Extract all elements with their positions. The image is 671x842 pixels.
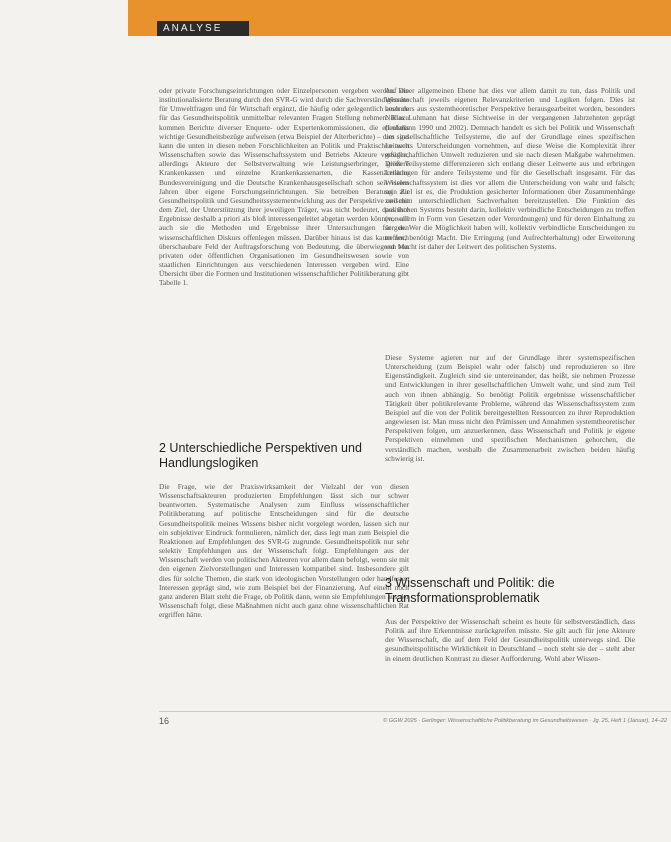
paragraph: Auf einer allgemeinen Ebene hat dies vor allem damit zu tun, dass Politik und Wissenschaft jeweils eigenen Relevanzkriterien und Logiken folgen. Dies ist besonders aus systemtheoretischer Perspektive herausgearbeitet worden, besonders Niklas Luhmann hat diese Sichtweise in der vergangenen Jahrzehnten geprägt (Luhmann 1990 und 2002). Demnach handelt es sich bei Politik und Wissenschaft um gesellschaftliche Teilsysteme, die auf der Grundlage eines spezifischen Leitwerts Unterscheidungen vornehmen, auf diese Weise die Komplexität ihrer gesellschaftlichen Umwelt reduzieren und sie nach diesen Maßgabe wahrnehmen. Diese Teilsysteme differenzieren sich entlang dieser Leitwerte aus und erbringen Leistungen für andere Teilsysteme und für die Gesellschaft insgesamt. Für das Wissenschaftssystem ist dies vor allem die Unterscheidung von wahr und falsch; sein Ziel ist es, die Produktion gesicherter Informationen über Zusammenhänge zwischen unterschiedlichen Sachverhalten bereitzustellen. Die Funktion des politischen Systems besteht darin, kollektiv verbindliche Entscheidungen zu treffen (vor allem in Form von Gesetzen oder Verordnungen) und für deren Einhaltung zu sorgen. Wer die Möglichkeit haben will, kollektiv verbindliche Entscheidungen zu treffen, benötigt Macht. Die Erringung (und Aufrechterhaltung) oder Erweiterung von Macht ist daher der Leitwert des politischen Systems. — [385, 86, 635, 251]
section-label: ANALYSE — [157, 21, 249, 36]
right-column-text-2 — [385, 353, 635, 463]
section-heading-2: 2 Unterschiedliche Perspektiven und Handlungslogiken — [159, 441, 362, 470]
paragraph: oder private Forschungseinrichtungen oder Einzelpersonen vergeben werden. Die institutionalisierte Beratung durch den SVR-G wird durch die Sachverständigenräte für Umweltfragen und für Wirtschaft ergänzt, die häufig oder gelegentlich auch zu für das Gesundheitspolitik unmittelbar relevanten Fragen Stellung nehmen. Hinzu kommen Berichte diverser Enquete- oder Expertenkommissionen, die ebenfalls wichtige Gesundheitsbezüge aufweisen (etwa Beispiel der Alterberichte) – dies sind kann die unten in diesen neben Forschlichkeiten an Politik und Praktischen auch Wissenschaften sowie das Wissenschaftssystem und Betriebs Akteure verfügen, allerdings Akteure der Selbstverwaltung wie Leistungserbringer, größere Krankenkassen und einzelne Krankenkassenarten, die Kassenärztliche Bundesvereinigung und die Deutsche Krankenhausgesellschaft schon seit vielen Jahren über eigene Forschungseinrichtungen. Sie betreiben Beratung zur Gesundheitspolitik und Gesundheitssystementwicklung aus der Perspektive und mit dem Ziel, der Unterstützung ihrer jeweiligen Träger, was nicht bedeutet, dass ihre Ergebnisse deshalb a priori als bloß interessengeleitet abgetan werden können, weil auch sie die Methoden und Ergebnisse ihrer Untersuchungen für den wissenschaftlichen Diskurs offenlegen müssen. Darüber hinaus ist das kaum noch überschaubare Feld der Auftragsforschung von Bedeutung, die überwiegend von privaten oder öffentlichen Organisationen im Gesundheitswesen sowie von staatlichen Einrichtungen aus verschiedenen Interessen vergeben wird. Eine Übersicht über die Formen und Institutionen wissenschaftlicher Politikberatung gibt Tabelle 1. — [159, 86, 409, 288]
section-heading-3: 3 Wissenschaft und Politik: die Transformationsproblematik — [385, 576, 555, 605]
right-column-text — [385, 86, 635, 251]
paragraph: Die Frage, wie der Praxiswirksamkeit der Vielzahl der von diesen Wissenschaftsakteuren produzierten Empfehlungen lässt sich nur schwer beantworten. Systematische Analysen zum Einfluss wissenschaftlicher Politikberatung auf politische Entscheidungen sind für die deutsche Gesundheitspolitik meines Wissens bisher nicht vorgelegt worden, lassen sich nur ein subjektiver Eindruck formulieren, nämlich der, dass legt man zum Beispiel die Reaktionen auf Empfehlungen des SVR-G zugrunde. Gesundheitspolitik nur sehr selektiv Empfehlungen aus der Wissenschaft folgt. Empfehlungen aus der Wissenschaft werden von politischen Akteuren vor allem dann befolgt, wenn sie mit den eigenen Zielvorstellungen und Interessen kompatibel sind. Insbesondere gilt dies für solche Themen, die stark von ideologischen Vorstellungen oder handfesten Interessen geprägt sind, wie zum Beispiel bei der Finanzierung. Auf einem noch ganz anderen Blatt steht die Frage, ob Politik dann, wenn sie Empfehlungen aus der Wissenschaft folgt, diese Maßnahmen nicht auch ganz ohne wissenschaftlichen Rat ergriffen hätte. — [159, 482, 409, 620]
page-number: 16 — [159, 716, 170, 726]
right-column-text-3 — [385, 617, 635, 663]
left-column-text-2 — [159, 482, 409, 619]
footer-rule — [159, 711, 671, 712]
paragraph: Diese Systeme agieren nur auf der Grundlage ihrer systemspezifischen Unterscheidung (zum Beispiel wahr oder falsch) und reproduzieren so ihre Eigenständigkeit. Zugleich sind sie untereinander, das heißt, sie nehmen Prozesse und Entwicklungen in ihrer gesellschaftlichen Umwelt wahr, und sind zum Teil auch von ihnen abhängig. So benötigt Politik ergebnisse wissenschaftlicher Tätigkeit über politikrelevante Probleme, während das Wissenschaftssystem zum Beispiel auf die von der Politik bereitgestellten Ressourcen zu ihrer Reproduktion angewiesen ist. Man muss nicht den Prämissen und Annahmen systemtheoretischer Perspektiven folgen, um anzuerkennen, dass Wissenschaft und Politik je eigene Perspektiven einnehmen und spezifischen Mechanismen gehorchen, die verständlich machen, weshalb die Zusammenarbeit zwischen beiden häufig schwierig ist. — [385, 353, 635, 463]
footer-citation: © GGW 2025 · Gerlinger: Wissenschaftliche Politikberatung im Gesundheitswesen · Jg. 25, Heft 1 (Januar), 14–22 — [383, 718, 667, 724]
left-column-text — [159, 86, 409, 287]
paragraph: Aus der Perspektive der Wissenschaft scheint es heute für selbstverständlich, dass Politik auf ihre Erkenntnisse zurückgreifen müsste. Sie gilt auch für jene Akteure der Wissenschaft, die auf dem Feld der Gesundheitspolitik unterwegs sind. Die gesundheitspolitische Wirklichkeit in Deutschland – noch steht sie der – steht aber in einem deutlichen Kontrast zu dieser Aufforderung. Wohl aber Wissen- — [385, 617, 635, 663]
